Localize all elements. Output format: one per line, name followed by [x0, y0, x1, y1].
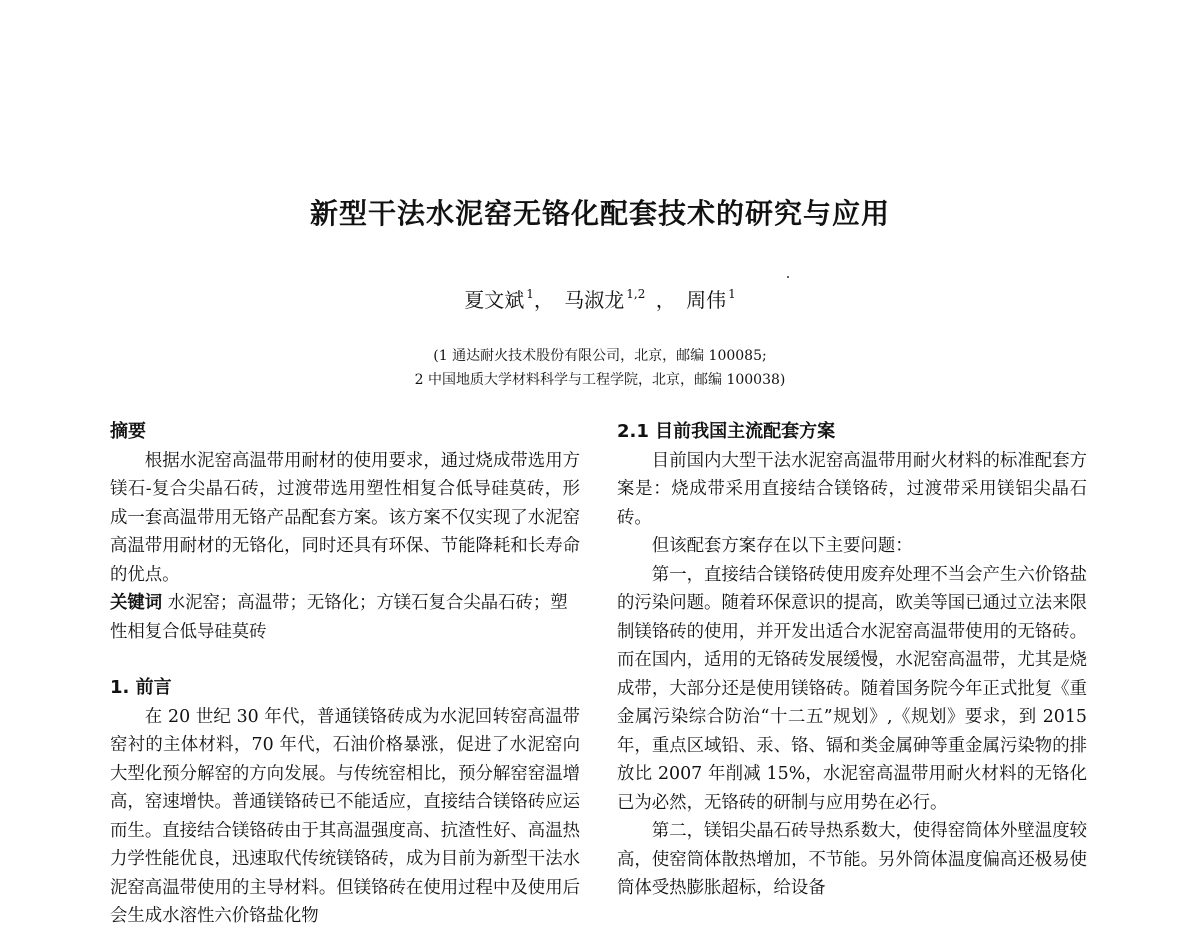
abstract-heading: 摘要	[110, 421, 146, 442]
right-column	[617, 418, 1087, 903]
abstract-text: 根据水泥窑高温带用耐材的使用要求，通过烧成带选用方镁石-复合尖晶石砖，过渡带选用塑性相复合低导硅莫砖，形成一套高温带用无铬产品配套方案。该方案不仅实现了水泥窑高温带用耐材的无铬化，同时还具有环保、节能降耗和长寿命的优点。	[110, 450, 580, 585]
body-paragraph: 目前国内大型干法水泥窑高温带用耐火材料的标准配套方案是：烧成带采用直接结合镁铬砖，过渡带采用镁铝尖晶石砖。	[617, 450, 1087, 528]
author-name: 夏文斌	[464, 288, 525, 312]
introduction-text: 在 20 世纪 30 年代，普通镁铬砖成为水泥回转窑高温带窑衬的主体材料，70 年代，石油价格暴涨，促进了水泥窑向大型化预分解窑的方向发展。与传统窑相比，预分解窑窑温增高，窑速增快。普通镁铬砖已不能适应，直接结合镁铬砖应运而生。直接结合镁铬砖由于其高温强度高、抗渣性好、高温热力学性能优良，迅速取代传统镁铬砖，成为目前为新型干法水泥窑高温带使用的主导材料。但镁铬砖在使用过程中及使用后会生成水溶性六价铬盐化物	[110, 706, 580, 926]
keywords-label: 关键词	[110, 593, 163, 613]
body-paragraph: 但该配套方案存在以下主要问题：	[651, 536, 913, 556]
section-gap	[110, 646, 580, 674]
left-column	[110, 418, 580, 931]
keywords-list: 水泥窑；高温带；无铬化；方镁石复合尖晶石砖；塑性相复合低导硅莫砖	[110, 593, 568, 642]
section-heading-2-1: 2.1 目前我国主流配套方案	[617, 421, 836, 442]
section-heading-introduction: 1. 前言	[110, 677, 172, 698]
scan-speck	[787, 276, 789, 278]
affiliation-line: (1 通达耐火技术股份有限公司，北京，邮编 100085;	[433, 348, 767, 364]
author-separator: ，	[533, 288, 554, 312]
body-paragraph: 第二，镁铝尖晶石砖导热系数大，使得窑筒体外壁温度较高，使窑筒体散热增加，不节能。另外筒体温度偏高还极易使筒体受热膨胀超标，给设备	[617, 821, 1087, 898]
body-paragraph: 第一，直接结合镁铬砖使用废弃处理不当会产生六价铬盐的污染问题。随着环保意识的提高，欧美等国已通过立法来限制镁铬砖的使用，并开发出适合水泥窑高温带使用的无铬砖。而在国内，适用的无铬砖发展缓慢，水泥窑高温带，尤其是烧成带，大部分还是使用镁铬砖。随着国务院今年正式批复《重金属污染综合防治“十二五”规划》,《规划》要求，到 2015 年，重点区域铅、汞、铬、镉和类金属砷等重金属污染物的排放比 2007 年削减 15%，水泥窑高温带用耐火材料的无铬化已为必然，无铬砖的研制与应用势在必行。	[617, 564, 1087, 813]
author-line	[0, 284, 1200, 313]
author-affiliation-mark: 1,2	[626, 287, 646, 301]
paper-title: 新型干法水泥窑无铬化配套技术的研究与应用	[309, 197, 890, 230]
affiliation-line: 2 中国地质大学材料科学与工程学院，北京，邮编 100038)	[414, 372, 786, 388]
author-affiliation-mark: 1	[526, 287, 534, 301]
author-separator: ，	[645, 288, 676, 312]
author-name: 周伟	[686, 288, 727, 312]
author-affiliation-mark: 1	[728, 287, 736, 301]
author-name: 马淑龙	[564, 288, 625, 312]
keywords	[110, 589, 580, 646]
